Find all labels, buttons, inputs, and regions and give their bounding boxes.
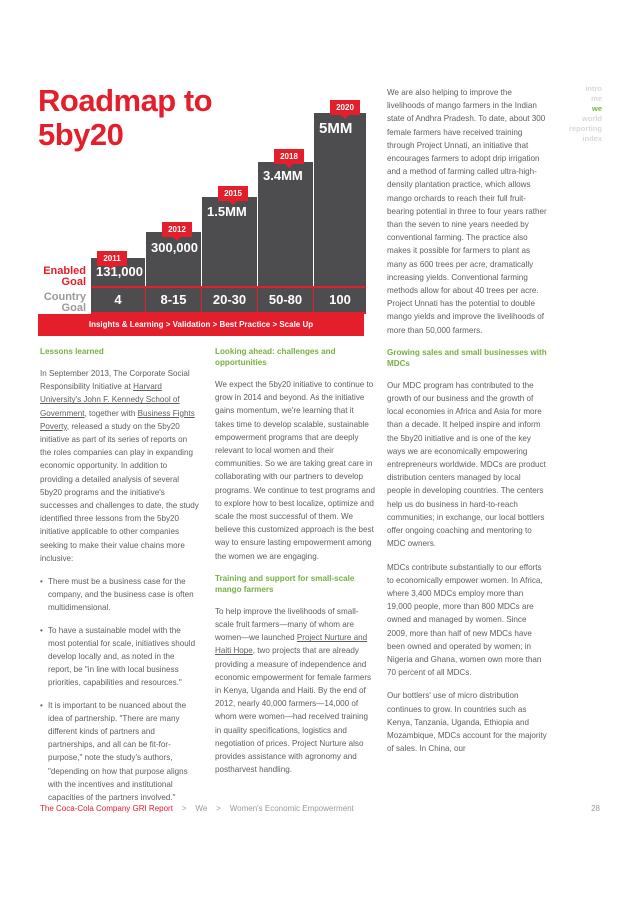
lessons-list <box>40 575 200 804</box>
list-item: • It is important to be nuanced about the idea of partnership. "There are many different kinds of partners and partnerships, and all can be fit-for-purpose," note the study's authors, "depending on how that purpose aligns with the incentives and institutional capacities of the partners involved." <box>40 699 200 805</box>
bar-value-2020: 5MM <box>319 120 353 137</box>
footer-brand-link[interactable]: The Coca-Cola Company GRI Report <box>40 804 173 813</box>
harvard-link[interactable]: Harvard University's John F. Kennedy School of Government <box>40 382 180 418</box>
bar-value-2015: 1.5MM <box>207 204 247 219</box>
bar-value-2011: 131,000 <box>96 264 143 279</box>
country-goal-2020: 100 <box>314 288 366 312</box>
nav-me[interactable]: me <box>591 94 602 103</box>
text-run: To help improve the livelihoods of small-scale fruit farmers—many of whom are women—we launched <box>215 606 359 643</box>
list-item: • There must be a business case for the company, and the business case is often multidimensional. <box>40 575 200 615</box>
year-flag-2012: 2012 <box>162 222 192 237</box>
year-flag-2020: 2020 <box>330 100 360 115</box>
title-line-1: Roadmap to <box>38 83 213 118</box>
footer <box>40 803 600 815</box>
country-goal-2018: 50-80 <box>258 288 313 312</box>
nav-index[interactable]: index <box>582 134 602 143</box>
looking-ahead-paragraph: We expect the 5by20 initiative to continue to grow in 2014 and beyond. As the initiative gains momentum, we're learning that it takes time to develop scalable, sustainable empowerment programs that are deeply relevant to local women and their communities. So we are taking great care in collaborating with our partners to develop programs. We continue to test programs and to explore how to best localize, optimize and scale the most successful of them. We believe this customized approach is the best way to ensure lasting empowerment among the women we are engaging. <box>215 380 376 561</box>
lessons-heading: Lessons learned <box>40 347 104 356</box>
year-flag-2011: 2011 <box>97 251 127 266</box>
enabled-goal-label <box>30 266 86 288</box>
chart-bar-2020 <box>314 113 366 314</box>
country-goal-label <box>30 292 86 314</box>
title-line-2: 5by20 <box>38 117 124 152</box>
breadcrumb-separator: > <box>181 804 187 813</box>
mango-paragraph: We are also helping to improve the livelihoods of mango farmers in the Indian state of Andhra Pradesh. To date, about 300 female farmers have received training through Project Unnati, an initiative that encourages farmers to adopt drip irrigation and a method of farming called ultra-high-density plantation practice, which allows mango orchards to reach their full fruit-bearing potential in three to four years rather than the seven to nine years needed by conventional farming. The practice also makes it possible for farmers to plant as many as 600 trees per acre, dramatically increasing yields. Conventional farming methods allow for about 40 trees per acre. Project Unnati has the potential to double mango yields and improve the livelihoods of more than 50,000 farmers. <box>387 88 547 335</box>
bfp-link[interactable]: Business Fights Poverty <box>40 408 195 431</box>
nav-we[interactable]: we <box>591 104 602 113</box>
nav-intro[interactable]: intro <box>585 84 602 93</box>
column-1 <box>40 346 200 813</box>
text-run: , two projects that are already providing a measure of independence and economic empowerment for female farmers in Kenya, Uganda and Haiti. By the end of 2012, nearly 40,000 farmers—14,000 of whom were women—had received training in quality specifications, logistics and negotiation of prices. Project Nurture also provides assistance with agronomy and postharvest handling. <box>215 646 372 775</box>
text-run: In September 2013, The Corporate Social Responsibility Initiative at <box>40 369 190 392</box>
breadcrumb-section[interactable]: Women's Economic Empowerment <box>229 804 354 813</box>
project-nurture-link[interactable]: Project Nurture and Haiti Hope <box>215 633 368 656</box>
enabled-label-line2: Goal <box>61 276 86 288</box>
column-3 <box>387 86 547 765</box>
mdc-paragraph-2: MDCs contribute substantially to our efforts to economically empower women. In Africa, where 3,400 MDCs employ more than 19,000 people, more than 800 MDCs are owned and managed by women. Since 2009, more than half of new MDCs have been owned and operated by women; in Nigeria and Ghana, women own more than 70 percent of all MDCs. <box>387 562 543 678</box>
bar-value-2012: 300,000 <box>151 240 198 255</box>
country-label-line1: Country <box>43 291 86 303</box>
enabled-label-line1: Enabled <box>43 265 86 277</box>
mdc-paragraph-1: Our MDC program has contributed to the growth of our business and the growth of local economies in Africa and Asia for more than a decade. It helped inspire and inform the 5by20 initiative and is one of the key ways we are economically empowering entrepreneurs worldwide. MDCs are product distribution centers managed by local people in developing countries. The centers help us do business in hard-to-reach communities; in exchange, our local bottlers offer ongoing coaching and mentoring to MDC owners. <box>387 380 546 549</box>
looking-ahead-heading: Looking ahead: challenges and opportunities <box>215 347 336 367</box>
lessons-paragraph <box>40 367 200 565</box>
training-heading: Training and support for small-scale mango farmers <box>215 573 355 594</box>
breadcrumb-we[interactable]: We <box>195 804 208 813</box>
country-goal-2012: 8-15 <box>146 288 201 312</box>
list-item: • To have a sustainable model with the most potential for scale, initiatives should develop locally and, as noted in the report, be "in line with local business priorities, capabilities and resources." <box>40 624 200 690</box>
country-goal-2011: 4 <box>91 288 145 312</box>
nav-world[interactable]: world <box>582 114 602 123</box>
year-flag-2018: 2018 <box>274 149 304 164</box>
year-flag-2015: 2015 <box>218 186 248 201</box>
text-run: , released a study on the 5by20 initiative as part of its series of reports on the roles companies can play in expanding economic opportunity. In addition to providing a detailed analysis of several 5by20 programs and the initiative's successes and challenges to date, the study identified three lessons from the 5by20 initiative applicable to other companies seeking to make their value chains more inclusive: <box>40 421 199 563</box>
training-paragraph <box>215 605 375 777</box>
stages-banner: Insights & Learning > Validation > Best Practice > Scale Up <box>38 314 364 336</box>
breadcrumb-separator: > <box>216 804 221 813</box>
mdc-heading: Growing sales and small businesses with MDCs <box>387 347 547 368</box>
text-run: , together with <box>84 408 138 418</box>
page-number: 28 <box>591 804 600 813</box>
column-2 <box>215 346 375 786</box>
nav-reporting[interactable]: reporting <box>569 124 602 133</box>
country-goal-2015: 20-30 <box>202 288 257 312</box>
section-nav <box>532 84 602 144</box>
country-label-line2: Goal <box>61 302 86 314</box>
bar-value-2018: 3.4MM <box>263 168 303 183</box>
mdc-paragraph-3: Our bottlers' use of micro distribution continues to grow. In countries such as Kenya, Tanzania, Uganda, Ethiopia and Mozambique, MDCs account for the majority of sales. In China, our <box>387 691 547 754</box>
